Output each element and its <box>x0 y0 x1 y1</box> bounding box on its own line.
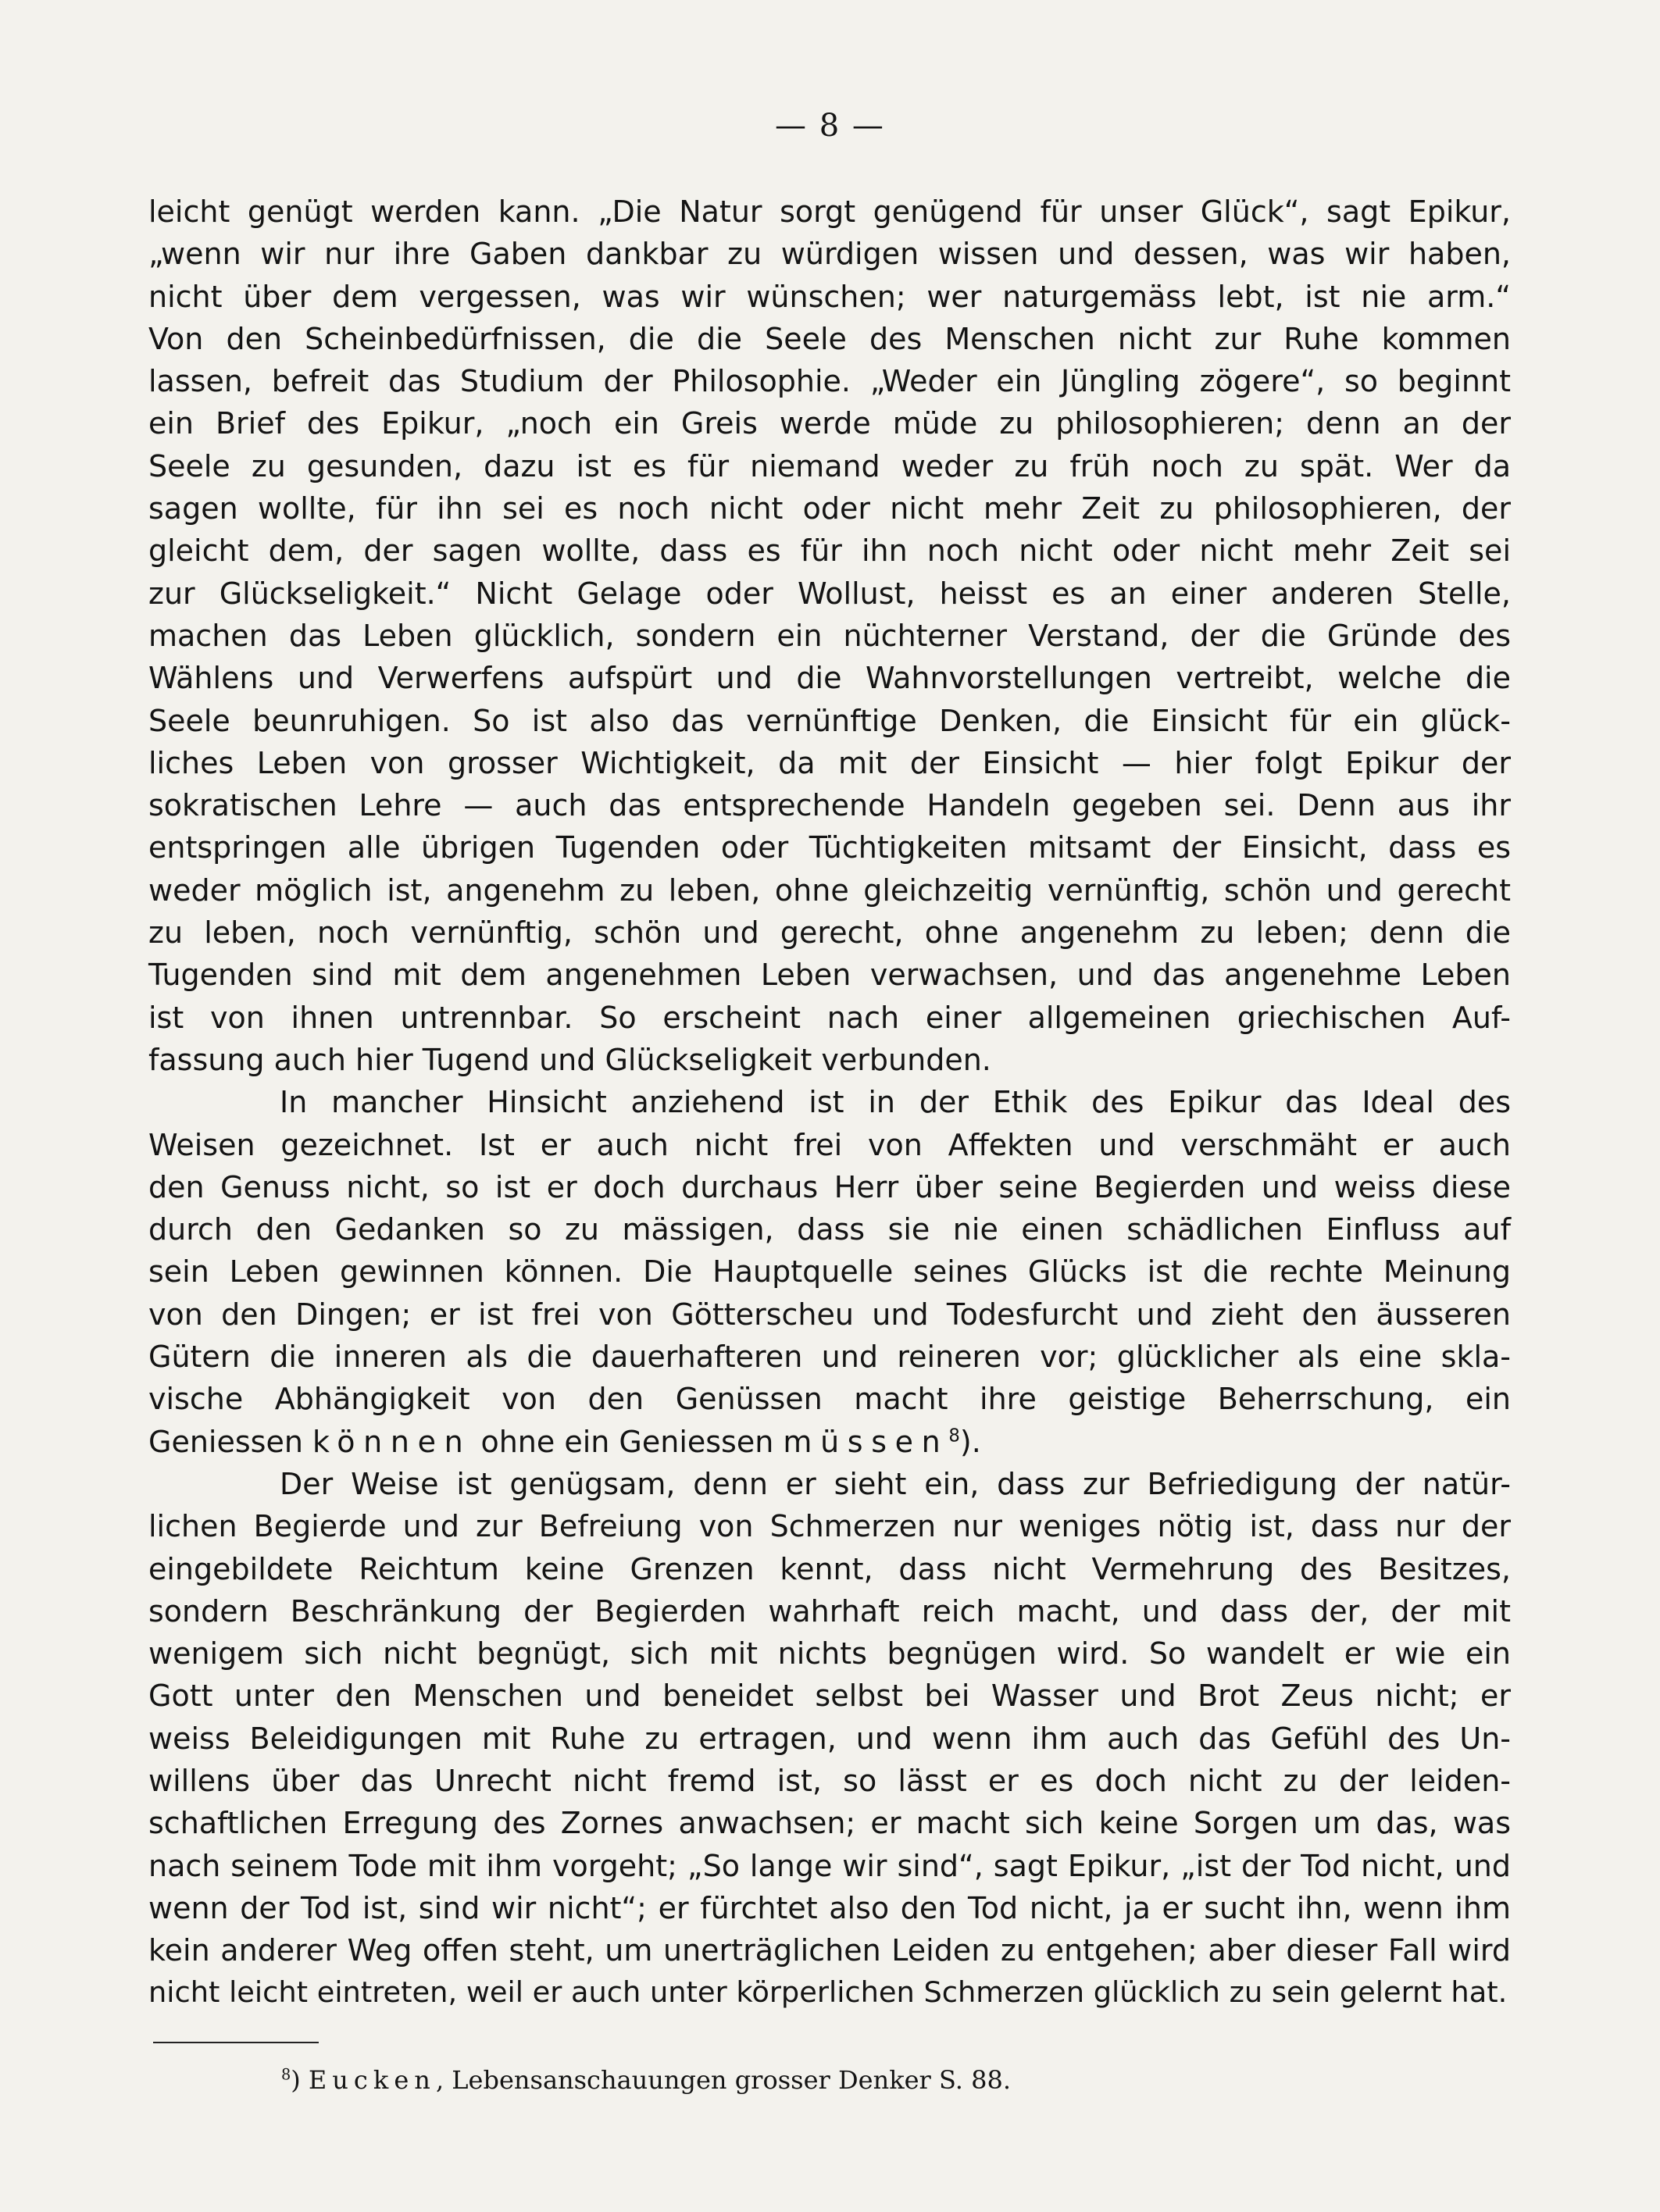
emphasis-spaced: können <box>312 1424 472 1459</box>
footnote-divider <box>153 2042 319 2043</box>
footnote-marker: 8 <box>281 2065 291 2084</box>
text-line: lassen, befreit das Studium der Philosophie. „Weder ein Jüngling zögere“, so beginnt <box>148 364 1511 399</box>
text-line: nicht leicht eintreten, weil er auch unter körperlichen Schmerzen glücklich zu sein gelernt hat. <box>148 1975 1508 2010</box>
text-line: sondern Beschränkung der Begierden wahrhaft reich macht, und dass der, der mit <box>148 1593 1511 1629</box>
text-line-closing <box>148 1421 1511 1463</box>
text-line: „wenn wir nur ihre Gaben dankbar zu würdigen wissen und dessen, was wir haben, <box>148 237 1511 272</box>
text-line: fassung auch hier Tugend und Glückseligkeit verbunden. <box>148 1042 991 1077</box>
text-line: machen das Leben glücklich, sondern ein nüchterner Verstand, der die Gründe des <box>148 618 1511 653</box>
text-line: Von den Scheinbedürfnissen, die die Seele des Menschen nicht zur Ruhe kommen <box>148 321 1511 356</box>
text-line: Der Weise ist genügsam, denn er sieht ein, dass zur Befriedigung der natür- <box>280 1466 1511 1501</box>
text-fragment: ohne ein Geniessen <box>471 1424 784 1459</box>
paragraph-3 <box>148 1463 1511 2014</box>
footnote-reference[interactable]: 8 <box>948 1425 960 1446</box>
paragraph-2 <box>148 1081 1511 1463</box>
body-text <box>148 191 1511 2014</box>
text-line: eingebildete Reichtum keine Grenzen kennt, dass nicht Vermehrung des Besitzes, <box>148 1551 1511 1586</box>
text-line: zur Glückseligkeit.“ Nicht Gelage oder Wollust, heisst es an einer anderen Stelle, <box>148 576 1511 611</box>
text-line: wenn der Tod ist, sind wir nicht“; er fürchtet also den Tod nicht, ja er sucht ihn, wenn ihm <box>148 1890 1511 1925</box>
text-line: gleicht dem, der sagen wollte, dass es für ihn noch nicht oder nicht mehr Zeit sei <box>148 533 1511 569</box>
text-line: ist von ihnen untrennbar. So erscheint nach einer allgemeinen griechischen Auf- <box>148 1000 1511 1035</box>
text-line: weiss Beleidigungen mit Ruhe zu ertragen, und wenn ihm auch das Gefühl des Un- <box>148 1721 1511 1756</box>
footnote <box>281 2065 1011 2095</box>
text-line: ein Brief des Epikur, „noch ein Greis werde müde zu philosophieren; denn an der <box>148 406 1511 441</box>
text-line: Seele zu gesunden, dazu ist es für niemand weder zu früh noch zu spät. Wer da <box>148 448 1511 483</box>
text-line: vische Abhängigkeit von den Genüssen macht ihre geistige Beherrschung, ein <box>148 1382 1511 1417</box>
text-line: durch den Gedanken so zu mässigen, dass sie nie einen schädlichen Einfluss auf <box>148 1212 1511 1247</box>
page-number: — 8 — <box>775 108 885 144</box>
text-line: Wählens und Verwerfens aufspürt und die Wahnvorstellungen vertreibt, welche die <box>148 661 1511 696</box>
text-line: In mancher Hinsicht anziehend ist in der Ethik des Epikur das Ideal des <box>280 1085 1511 1120</box>
text-line: Weisen gezeichnet. Ist er auch nicht frei von Affekten und verschmäht er auch <box>148 1127 1511 1162</box>
text-line: nicht über dem vergessen, was wir wünschen; wer naturgemäss lebt, ist nie arm.“ <box>148 279 1511 314</box>
text-line: Gott unter den Menschen und beneidet selbst bei Wasser und Brot Zeus nicht; er <box>148 1679 1511 1714</box>
text-line: zu leben, noch vernünftig, schön und gerecht, ohne angenehm zu leben; denn die <box>148 915 1511 951</box>
text-line: sagen wollte, für ihn sei es noch nicht oder nicht mehr Zeit zu philosophieren, der <box>148 491 1511 526</box>
text-line: Seele beunruhigen. So ist also das vernünftige Denken, die Einsicht für ein glück- <box>148 703 1511 738</box>
text-fragment: Geniessen <box>148 1424 312 1459</box>
emphasis-spaced: müssen <box>783 1424 949 1459</box>
text-line: Gütern die inneren als die dauerhafteren und reineren vor; glücklicher als eine skla- <box>148 1340 1511 1375</box>
text-line: Tugenden sind mit dem angenehmen Leben verwachsen, und das angenehme Leben <box>148 958 1511 993</box>
text-line: lichen Begierde und zur Befreiung von Schmerzen nur weniges nötig ist, dass nur der <box>148 1509 1511 1544</box>
text-line: sein Leben gewinnen können. Die Hauptquelle seines Glücks ist die rechte Meinung <box>148 1254 1511 1290</box>
text-line: von den Dingen; er ist frei von Götterscheu und Todesfurcht und zieht den äusseren <box>148 1297 1511 1332</box>
text-line: weder möglich ist, angenehm zu leben, ohne gleichzeitig vernünftig, schön und gerecht <box>148 872 1511 908</box>
footnote-author: Eucken <box>308 2065 436 2095</box>
text-line: leicht genügt werden kann. „Die Natur sorgt genügend für unser Glück“, sagt Epikur, <box>148 194 1511 229</box>
text-line: wenigem sich nicht begnügt, sich mit nichts begnügen wird. So wandelt er wie ein <box>148 1636 1511 1671</box>
text-fragment: ). <box>959 1424 981 1459</box>
text-line: nach seinem Tode mit ihm vorgeht; „So lange wir sind“, sagt Epikur, „ist der Tod nicht, und <box>148 1848 1511 1883</box>
text-line: den Genuss nicht, so ist er doch durchaus Herr über seine Begierden und weiss diese <box>148 1169 1511 1204</box>
footnote-text: , Lebensanschauungen grosser Denker S. 88. <box>435 2065 1011 2095</box>
text-line: kein anderer Weg offen steht, um unerträglichen Leiden zu entgehen; aber dieser Fall wird <box>148 1933 1511 1968</box>
text-line: schaftlichen Erregung des Zornes anwachsen; er macht sich keine Sorgen um das, was <box>148 1806 1511 1841</box>
text-line: entspringen alle übrigen Tugenden oder Tüchtigkeiten mitsamt der Einsicht, dass es <box>148 830 1511 865</box>
paragraph-1 <box>148 191 1511 1081</box>
footnote-marker-close: ) <box>291 2065 301 2095</box>
text-line: sokratischen Lehre — auch das entsprechende Handeln gegeben sei. Denn aus ihr <box>148 788 1511 823</box>
text-line: liches Leben von grosser Wichtigkeit, da mit der Einsicht — hier folgt Epikur der <box>148 745 1511 780</box>
text-line: willens über das Unrecht nicht fremd ist, so lässt er es doch nicht zu der leiden- <box>148 1763 1511 1798</box>
